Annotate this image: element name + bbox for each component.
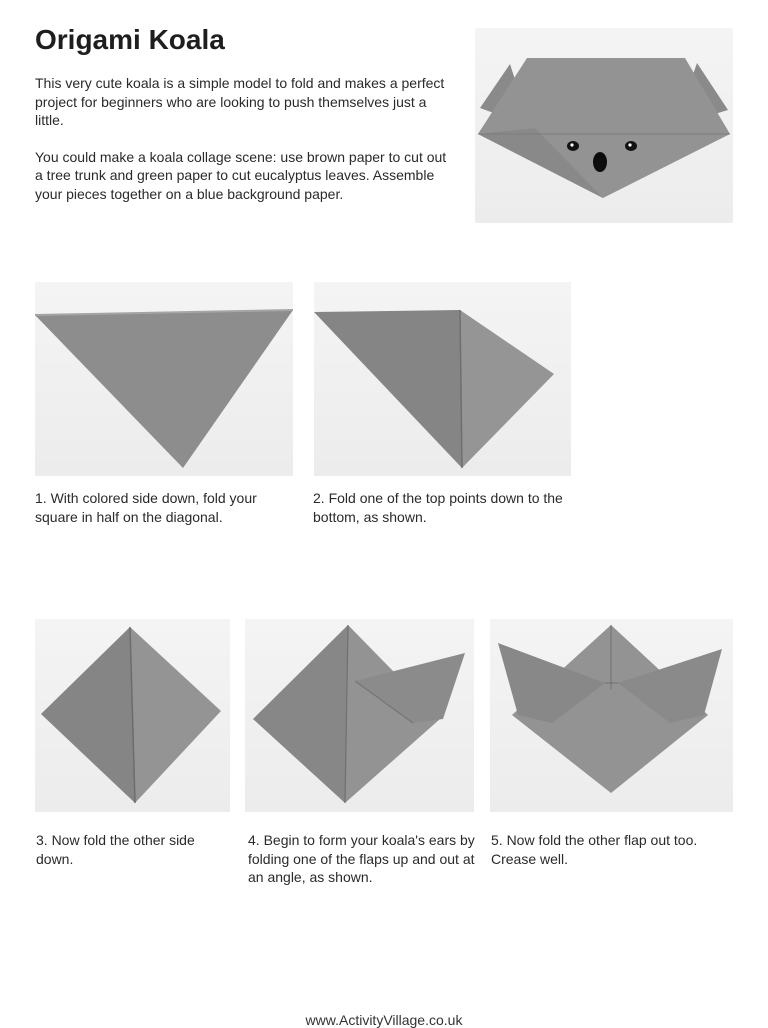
step-1-photo: [35, 282, 293, 476]
step-4-caption: 4. Begin to form your koala's ears by folding one of the flaps up and out at an angle, as shown.: [248, 832, 475, 885]
intro-text: [35, 74, 455, 221]
step-2-caption: 2. Fold one of the top points down to the bottom, as shown.: [313, 490, 563, 525]
finished-koala-photo: [475, 28, 733, 223]
intro-paragraph-2: You could make a koala collage scene: use brown paper to cut out a tree trunk and green paper to cut eucalyptus leaves. Assemble your pieces together on a blue background paper.: [35, 148, 447, 202]
step-3-caption: 3. Now fold the other side down.: [36, 832, 195, 867]
step-3-photo: [35, 619, 230, 812]
intro-paragraph-1: This very cute koala is a simple model to fold and makes a perfect project for beginners who are looking to push themselves just a little.: [35, 75, 445, 128]
step-5-photo: [490, 619, 733, 812]
step-1-caption: 1. With colored side down, fold your square in half on the diagonal.: [35, 490, 257, 525]
footer-url: www.ActivityVillage.co.uk: [305, 1012, 463, 1028]
step-2-photo: [314, 282, 571, 476]
step-5-caption: 5. Now fold the other flap out too. Crease well.: [491, 832, 698, 867]
step-4-photo: [245, 619, 474, 812]
page-title: Origami Koala: [35, 24, 225, 55]
